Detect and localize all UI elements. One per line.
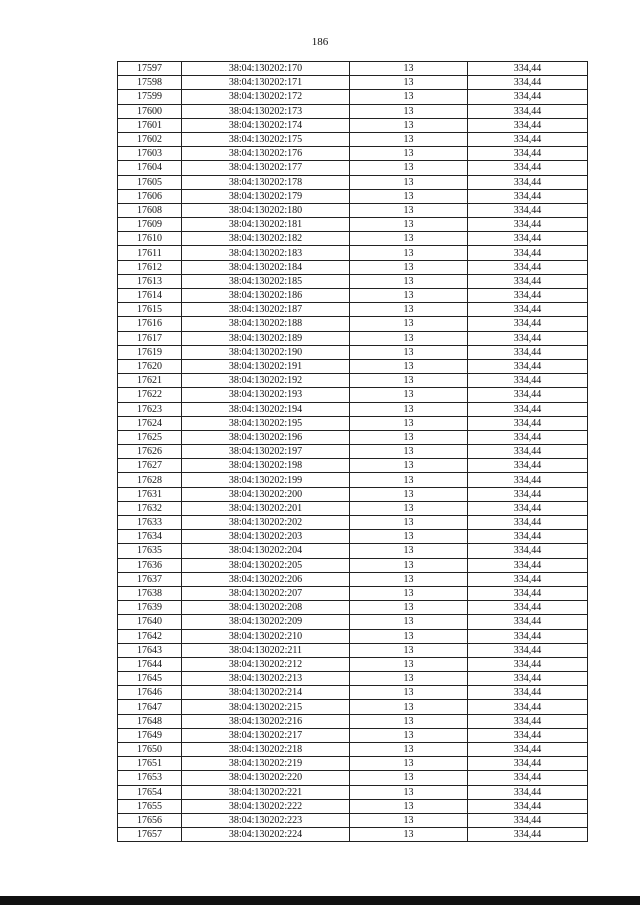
quantity-cell: 13 (350, 260, 468, 274)
table-row (118, 189, 588, 203)
quantity-cell: 13 (350, 147, 468, 161)
quantity-cell: 13 (350, 586, 468, 600)
cadastral-number-cell: 38:04:130202:194 (182, 402, 350, 416)
cadastral-number-cell: 38:04:130202:212 (182, 657, 350, 671)
record-number-cell: 17648 (118, 714, 182, 728)
record-number-cell: 17610 (118, 232, 182, 246)
record-number-cell: 17632 (118, 501, 182, 515)
quantity-cell: 13 (350, 232, 468, 246)
area-cell: 334,44 (468, 728, 588, 742)
quantity-cell: 13 (350, 501, 468, 515)
area-cell: 334,44 (468, 473, 588, 487)
area-cell: 334,44 (468, 104, 588, 118)
quantity-cell: 13 (350, 132, 468, 146)
quantity-cell: 13 (350, 615, 468, 629)
cadastral-number-cell: 38:04:130202:219 (182, 757, 350, 771)
record-number-cell: 17600 (118, 104, 182, 118)
record-number-cell: 17649 (118, 728, 182, 742)
quantity-cell: 13 (350, 686, 468, 700)
record-number-cell: 17617 (118, 331, 182, 345)
quantity-cell: 13 (350, 203, 468, 217)
cadastral-number-cell: 38:04:130202:223 (182, 813, 350, 827)
cadastral-number-cell: 38:04:130202:204 (182, 544, 350, 558)
cadastral-number-cell: 38:04:130202:198 (182, 459, 350, 473)
cadastral-number-cell: 38:04:130202:184 (182, 260, 350, 274)
table-row (118, 388, 588, 402)
table-row (118, 62, 588, 76)
cadastral-number-cell: 38:04:130202:197 (182, 445, 350, 459)
cadastral-number-cell: 38:04:130202:193 (182, 388, 350, 402)
area-cell: 334,44 (468, 757, 588, 771)
table-row (118, 544, 588, 558)
area-cell: 334,44 (468, 714, 588, 728)
area-cell: 334,44 (468, 62, 588, 76)
table-row (118, 445, 588, 459)
table-row (118, 317, 588, 331)
quantity-cell: 13 (350, 303, 468, 317)
registry-table (117, 61, 588, 842)
area-cell: 334,44 (468, 700, 588, 714)
table-row (118, 813, 588, 827)
table-row (118, 615, 588, 629)
area-cell: 334,44 (468, 643, 588, 657)
area-cell: 334,44 (468, 331, 588, 345)
record-number-cell: 17634 (118, 530, 182, 544)
cadastral-number-cell: 38:04:130202:177 (182, 161, 350, 175)
record-number-cell: 17611 (118, 246, 182, 260)
cadastral-number-cell: 38:04:130202:192 (182, 374, 350, 388)
record-number-cell: 17637 (118, 572, 182, 586)
cadastral-number-cell: 38:04:130202:211 (182, 643, 350, 657)
quantity-cell: 13 (350, 799, 468, 813)
table-row (118, 672, 588, 686)
area-cell: 334,44 (468, 586, 588, 600)
table-row (118, 246, 588, 260)
cadastral-number-cell: 38:04:130202:188 (182, 317, 350, 331)
cadastral-number-cell: 38:04:130202:201 (182, 501, 350, 515)
record-number-cell: 17647 (118, 700, 182, 714)
cadastral-number-cell: 38:04:130202:181 (182, 218, 350, 232)
record-number-cell: 17654 (118, 785, 182, 799)
quantity-cell: 13 (350, 459, 468, 473)
table-row (118, 260, 588, 274)
record-number-cell: 17622 (118, 388, 182, 402)
table-row (118, 203, 588, 217)
area-cell: 334,44 (468, 388, 588, 402)
cadastral-number-cell: 38:04:130202:173 (182, 104, 350, 118)
cadastral-number-cell: 38:04:130202:189 (182, 331, 350, 345)
cadastral-number-cell: 38:04:130202:200 (182, 487, 350, 501)
area-cell: 334,44 (468, 686, 588, 700)
area-cell: 334,44 (468, 445, 588, 459)
table-row (118, 402, 588, 416)
record-number-cell: 17625 (118, 430, 182, 444)
area-cell: 334,44 (468, 132, 588, 146)
quantity-cell: 13 (350, 90, 468, 104)
record-number-cell: 17636 (118, 558, 182, 572)
cadastral-number-cell: 38:04:130202:202 (182, 516, 350, 530)
cadastral-number-cell: 38:04:130202:207 (182, 586, 350, 600)
area-cell: 334,44 (468, 203, 588, 217)
area-cell: 334,44 (468, 345, 588, 359)
quantity-cell: 13 (350, 785, 468, 799)
area-cell: 334,44 (468, 374, 588, 388)
quantity-cell: 13 (350, 813, 468, 827)
cadastral-number-cell: 38:04:130202:206 (182, 572, 350, 586)
bottom-scan-border (0, 896, 640, 905)
quantity-cell: 13 (350, 189, 468, 203)
quantity-cell: 13 (350, 771, 468, 785)
table-row (118, 728, 588, 742)
record-number-cell: 17653 (118, 771, 182, 785)
record-number-cell: 17613 (118, 274, 182, 288)
record-number-cell: 17621 (118, 374, 182, 388)
cadastral-number-cell: 38:04:130202:213 (182, 672, 350, 686)
quantity-cell: 13 (350, 657, 468, 671)
table-row (118, 331, 588, 345)
record-number-cell: 17644 (118, 657, 182, 671)
quantity-cell: 13 (350, 388, 468, 402)
area-cell: 334,44 (468, 530, 588, 544)
area-cell: 334,44 (468, 672, 588, 686)
cadastral-number-cell: 38:04:130202:195 (182, 416, 350, 430)
table-row (118, 757, 588, 771)
area-cell: 334,44 (468, 615, 588, 629)
record-number-cell: 17612 (118, 260, 182, 274)
record-number-cell: 17640 (118, 615, 182, 629)
area-cell: 334,44 (468, 317, 588, 331)
table-row (118, 601, 588, 615)
cadastral-number-cell: 38:04:130202:210 (182, 629, 350, 643)
area-cell: 334,44 (468, 516, 588, 530)
quantity-cell: 13 (350, 218, 468, 232)
record-number-cell: 17598 (118, 76, 182, 90)
table-row (118, 828, 588, 842)
table-row (118, 416, 588, 430)
area-cell: 334,44 (468, 813, 588, 827)
record-number-cell: 17655 (118, 799, 182, 813)
quantity-cell: 13 (350, 402, 468, 416)
record-number-cell: 17635 (118, 544, 182, 558)
table-row (118, 303, 588, 317)
area-cell: 334,44 (468, 657, 588, 671)
area-cell: 334,44 (468, 274, 588, 288)
record-number-cell: 17615 (118, 303, 182, 317)
page-number: 186 (311, 36, 329, 48)
record-number-cell: 17656 (118, 813, 182, 827)
table-row (118, 487, 588, 501)
area-cell: 334,44 (468, 629, 588, 643)
table-row (118, 430, 588, 444)
quantity-cell: 13 (350, 487, 468, 501)
record-number-cell: 17606 (118, 189, 182, 203)
record-number-cell: 17643 (118, 643, 182, 657)
record-number-cell: 17628 (118, 473, 182, 487)
record-number-cell: 17626 (118, 445, 182, 459)
area-cell: 334,44 (468, 601, 588, 615)
cadastral-number-cell: 38:04:130202:175 (182, 132, 350, 146)
cadastral-number-cell: 38:04:130202:187 (182, 303, 350, 317)
table-row (118, 359, 588, 373)
table-row (118, 161, 588, 175)
area-cell: 334,44 (468, 218, 588, 232)
quantity-cell: 13 (350, 828, 468, 842)
table-row (118, 218, 588, 232)
cadastral-number-cell: 38:04:130202:190 (182, 345, 350, 359)
table-row (118, 572, 588, 586)
cadastral-number-cell: 38:04:130202:176 (182, 147, 350, 161)
cadastral-number-cell: 38:04:130202:199 (182, 473, 350, 487)
area-cell: 334,44 (468, 246, 588, 260)
record-number-cell: 17627 (118, 459, 182, 473)
quantity-cell: 13 (350, 516, 468, 530)
cadastral-number-cell: 38:04:130202:178 (182, 175, 350, 189)
record-number-cell: 17639 (118, 601, 182, 615)
cadastral-number-cell: 38:04:130202:214 (182, 686, 350, 700)
table-row (118, 799, 588, 813)
area-cell: 334,44 (468, 828, 588, 842)
quantity-cell: 13 (350, 728, 468, 742)
quantity-cell: 13 (350, 643, 468, 657)
quantity-cell: 13 (350, 757, 468, 771)
table-row (118, 686, 588, 700)
quantity-cell: 13 (350, 345, 468, 359)
quantity-cell: 13 (350, 558, 468, 572)
quantity-cell: 13 (350, 118, 468, 132)
cadastral-number-cell: 38:04:130202:179 (182, 189, 350, 203)
quantity-cell: 13 (350, 317, 468, 331)
table-row (118, 629, 588, 643)
cadastral-number-cell: 38:04:130202:185 (182, 274, 350, 288)
record-number-cell: 17638 (118, 586, 182, 600)
area-cell: 334,44 (468, 232, 588, 246)
area-cell: 334,44 (468, 289, 588, 303)
cadastral-number-cell: 38:04:130202:205 (182, 558, 350, 572)
area-cell: 334,44 (468, 799, 588, 813)
area-cell: 334,44 (468, 558, 588, 572)
cadastral-number-cell: 38:04:130202:172 (182, 90, 350, 104)
quantity-cell: 13 (350, 601, 468, 615)
area-cell: 334,44 (468, 743, 588, 757)
area-cell: 334,44 (468, 260, 588, 274)
table-row (118, 530, 588, 544)
table-row (118, 785, 588, 799)
table-row (118, 90, 588, 104)
table-row (118, 175, 588, 189)
record-number-cell: 17604 (118, 161, 182, 175)
area-cell: 334,44 (468, 785, 588, 799)
cadastral-number-cell: 38:04:130202:186 (182, 289, 350, 303)
area-cell: 334,44 (468, 771, 588, 785)
cadastral-number-cell: 38:04:130202:208 (182, 601, 350, 615)
table-row (118, 132, 588, 146)
area-cell: 334,44 (468, 161, 588, 175)
record-number-cell: 17605 (118, 175, 182, 189)
record-number-cell: 17597 (118, 62, 182, 76)
cadastral-number-cell: 38:04:130202:174 (182, 118, 350, 132)
quantity-cell: 13 (350, 530, 468, 544)
table-row (118, 374, 588, 388)
table-row (118, 516, 588, 530)
record-number-cell: 17620 (118, 359, 182, 373)
area-cell: 334,44 (468, 416, 588, 430)
quantity-cell: 13 (350, 743, 468, 757)
area-cell: 334,44 (468, 501, 588, 515)
quantity-cell: 13 (350, 714, 468, 728)
cadastral-number-cell: 38:04:130202:180 (182, 203, 350, 217)
record-number-cell: 17614 (118, 289, 182, 303)
area-cell: 334,44 (468, 487, 588, 501)
table-row (118, 558, 588, 572)
table-row (118, 643, 588, 657)
record-number-cell: 17624 (118, 416, 182, 430)
table-row (118, 743, 588, 757)
quantity-cell: 13 (350, 700, 468, 714)
quantity-cell: 13 (350, 374, 468, 388)
record-number-cell: 17631 (118, 487, 182, 501)
table-row (118, 714, 588, 728)
table-row (118, 345, 588, 359)
cadastral-number-cell: 38:04:130202:218 (182, 743, 350, 757)
cadastral-number-cell: 38:04:130202:203 (182, 530, 350, 544)
record-number-cell: 17603 (118, 147, 182, 161)
area-cell: 334,44 (468, 430, 588, 444)
record-number-cell: 17619 (118, 345, 182, 359)
quantity-cell: 13 (350, 430, 468, 444)
table-row (118, 700, 588, 714)
quantity-cell: 13 (350, 289, 468, 303)
cadastral-number-cell: 38:04:130202:220 (182, 771, 350, 785)
quantity-cell: 13 (350, 359, 468, 373)
quantity-cell: 13 (350, 246, 468, 260)
cadastral-number-cell: 38:04:130202:170 (182, 62, 350, 76)
area-cell: 334,44 (468, 76, 588, 90)
cadastral-number-cell: 38:04:130202:182 (182, 232, 350, 246)
area-cell: 334,44 (468, 147, 588, 161)
area-cell: 334,44 (468, 90, 588, 104)
record-number-cell: 17601 (118, 118, 182, 132)
cadastral-number-cell: 38:04:130202:222 (182, 799, 350, 813)
cadastral-number-cell: 38:04:130202:217 (182, 728, 350, 742)
record-number-cell: 17609 (118, 218, 182, 232)
cadastral-number-cell: 38:04:130202:209 (182, 615, 350, 629)
record-number-cell: 17646 (118, 686, 182, 700)
table-row (118, 232, 588, 246)
area-cell: 334,44 (468, 303, 588, 317)
table-row (118, 104, 588, 118)
record-number-cell: 17633 (118, 516, 182, 530)
table-row (118, 771, 588, 785)
quantity-cell: 13 (350, 416, 468, 430)
quantity-cell: 13 (350, 274, 468, 288)
record-number-cell: 17623 (118, 402, 182, 416)
record-number-cell: 17608 (118, 203, 182, 217)
table-row (118, 76, 588, 90)
registry-table-body (118, 62, 588, 842)
area-cell: 334,44 (468, 189, 588, 203)
table-row (118, 274, 588, 288)
quantity-cell: 13 (350, 672, 468, 686)
record-number-cell: 17645 (118, 672, 182, 686)
table-row (118, 657, 588, 671)
record-number-cell: 17650 (118, 743, 182, 757)
area-cell: 334,44 (468, 544, 588, 558)
quantity-cell: 13 (350, 572, 468, 586)
quantity-cell: 13 (350, 62, 468, 76)
area-cell: 334,44 (468, 459, 588, 473)
table-row (118, 118, 588, 132)
record-number-cell: 17657 (118, 828, 182, 842)
area-cell: 334,44 (468, 572, 588, 586)
quantity-cell: 13 (350, 473, 468, 487)
quantity-cell: 13 (350, 445, 468, 459)
table-row (118, 473, 588, 487)
record-number-cell: 17651 (118, 757, 182, 771)
record-number-cell: 17642 (118, 629, 182, 643)
quantity-cell: 13 (350, 629, 468, 643)
area-cell: 334,44 (468, 118, 588, 132)
table-row (118, 289, 588, 303)
area-cell: 334,44 (468, 402, 588, 416)
record-number-cell: 17602 (118, 132, 182, 146)
cadastral-number-cell: 38:04:130202:171 (182, 76, 350, 90)
cadastral-number-cell: 38:04:130202:215 (182, 700, 350, 714)
quantity-cell: 13 (350, 161, 468, 175)
quantity-cell: 13 (350, 544, 468, 558)
table-row (118, 501, 588, 515)
cadastral-number-cell: 38:04:130202:196 (182, 430, 350, 444)
cadastral-number-cell: 38:04:130202:191 (182, 359, 350, 373)
record-number-cell: 17616 (118, 317, 182, 331)
cadastral-number-cell: 38:04:130202:183 (182, 246, 350, 260)
record-number-cell: 17599 (118, 90, 182, 104)
area-cell: 334,44 (468, 359, 588, 373)
quantity-cell: 13 (350, 104, 468, 118)
area-cell: 334,44 (468, 175, 588, 189)
cadastral-number-cell: 38:04:130202:216 (182, 714, 350, 728)
cadastral-number-cell: 38:04:130202:224 (182, 828, 350, 842)
quantity-cell: 13 (350, 331, 468, 345)
cadastral-number-cell: 38:04:130202:221 (182, 785, 350, 799)
quantity-cell: 13 (350, 76, 468, 90)
table-row (118, 459, 588, 473)
table-row (118, 147, 588, 161)
quantity-cell: 13 (350, 175, 468, 189)
table-row (118, 586, 588, 600)
